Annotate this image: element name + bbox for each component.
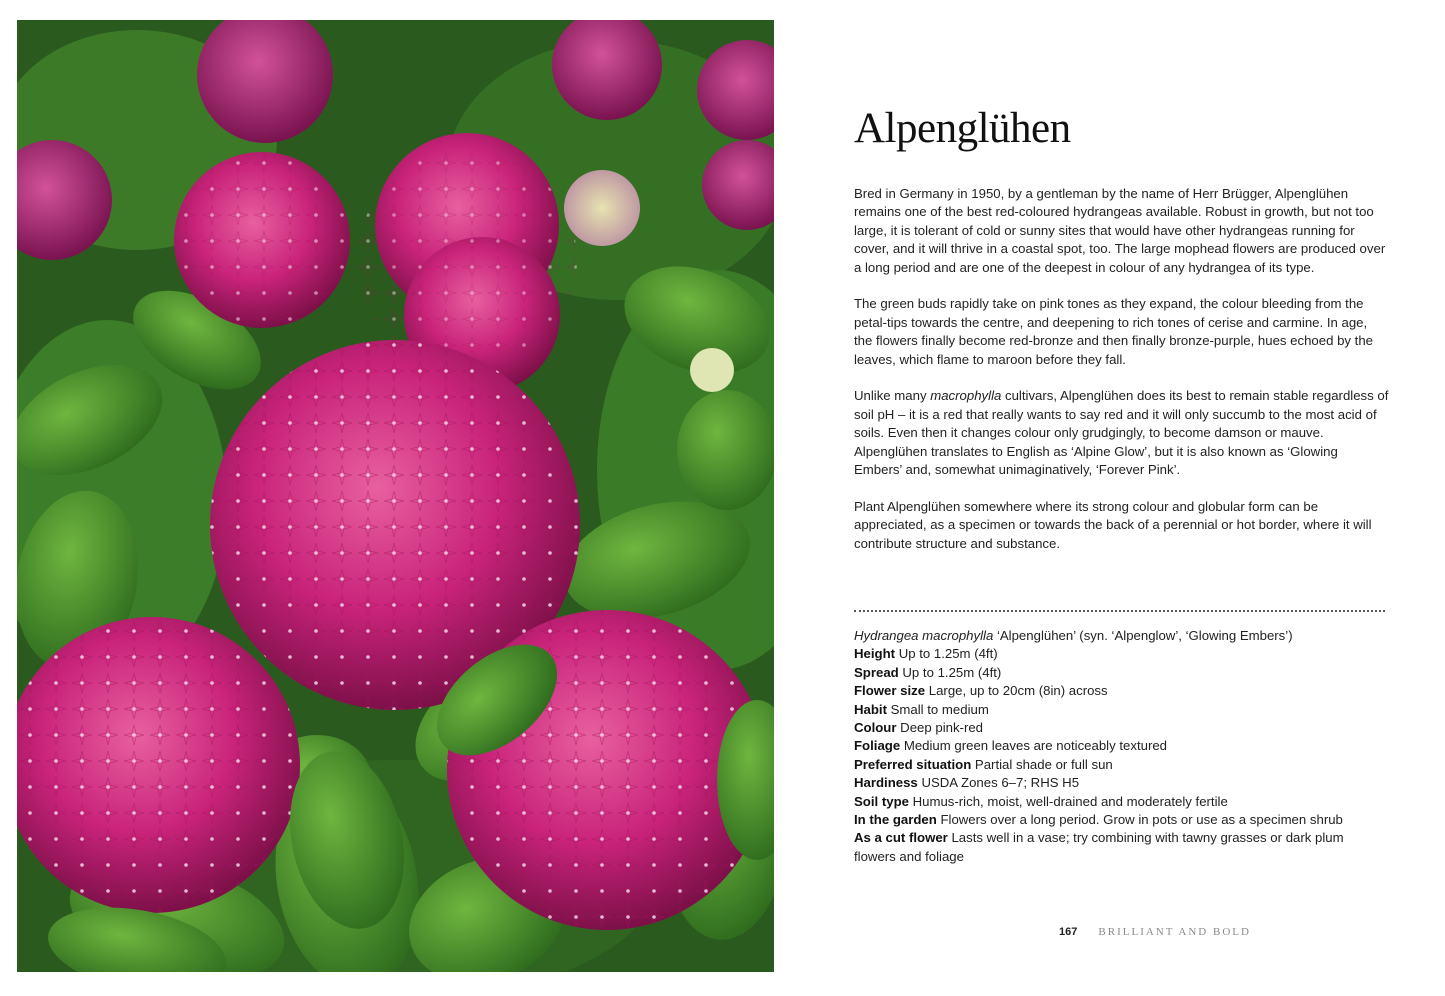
spec-label: Spread: [854, 664, 899, 680]
body-paragraph-1: Bred in Germany in 1950, by a gentleman by the name of Herr Brügger, Alpenglühen remains one of the best red-coloured hydrangeas available. Robust in growth, but not too large, it is tolerant of cold or sunny sites that would have other hydrangeas running for cover, and it will thrive in a coastal spot, too. The large mophead flowers are produced over a long period and are one of the deepest in colour of any hydrangea of its type.: [854, 186, 1386, 275]
dotted-divider: [854, 610, 1385, 612]
page-footer: [1059, 926, 1251, 938]
spec-height: [854, 645, 1389, 663]
botanical-name-cultivar: ‘Alpenglühen’ (syn. ‘Alpenglow’, ‘Glowing Embers’): [993, 628, 1293, 643]
spec-value: Flowers over a long period. Grow in pots or use as a specimen shrub: [936, 812, 1343, 828]
body-paragraph-3: [854, 387, 1389, 479]
spec-label: Preferred situation: [854, 756, 972, 772]
body-text: [854, 185, 1389, 571]
spec-label: Foliage: [854, 738, 901, 754]
botanical-name: [854, 627, 1389, 645]
spec-spread: [854, 664, 1389, 682]
paragraph-3-intro: Unlike many: [854, 388, 931, 404]
plant-specs: [854, 627, 1389, 866]
section-title: BRILLIANT AND BOLD: [1098, 926, 1251, 938]
spec-flower-size: [854, 682, 1389, 700]
page-number: 167: [1059, 926, 1078, 938]
spec-value: USDA Zones 6–7; RHS H5: [917, 775, 1080, 791]
spec-label: Flower size: [854, 683, 926, 699]
hydrangea-photo: [17, 20, 774, 972]
spec-label: Habit: [854, 701, 887, 717]
spec-value: Humus-rich, moist, well-drained and moderately fertile: [908, 793, 1228, 809]
spec-label: As a cut flower: [854, 830, 948, 846]
spec-in-the-garden: [854, 811, 1389, 829]
spec-value: Up to 1.25m (4ft): [895, 646, 998, 662]
body-paragraph-4: Plant Alpenglühen somewhere where its strong colour and globular form can be appreciated, as a specimen or towards the back of a perennial or hot border, where it will contribute structure and substance.: [854, 498, 1372, 551]
paragraph-3-species: macrophylla: [930, 388, 1002, 404]
spec-foliage: [854, 737, 1389, 755]
spec-soil-type: [854, 793, 1389, 811]
spec-value: Partial shade or full sun: [971, 756, 1113, 772]
spec-preferred-situation: [854, 756, 1389, 774]
hydrangea-illustration: [17, 20, 774, 972]
spec-label: Height: [854, 646, 896, 662]
spec-value: Deep pink-red: [896, 720, 983, 736]
spec-colour: [854, 719, 1389, 737]
spec-value: Large, up to 20cm (8in) across: [925, 683, 1108, 699]
spec-value: Small to medium: [886, 701, 989, 717]
spec-cut-flower: [854, 829, 1389, 866]
spec-value: Up to 1.25m (4ft): [898, 664, 1002, 680]
spec-hardiness: [854, 774, 1389, 792]
spec-value: Medium green leaves are noticeably textured: [900, 738, 1167, 754]
spec-value: Lasts well in a vase; try combining with tawny grasses or dark plum flowers and foliage: [854, 830, 1344, 864]
botanical-name-species: Hydrangea macrophylla: [854, 628, 994, 643]
spec-label: Colour: [854, 720, 897, 736]
spec-habit: [854, 701, 1389, 719]
spec-label: In the garden: [854, 812, 937, 828]
paragraph-3-rest: cultivars, Alpenglühen does its best to remain stable regardless of soil pH – it is a red that really wants to say red and it will only succumb to the most acid of soils. Even then it changes colour only grudgingly, to become damson or mauve. Alpenglühen translates to English as ‘Alpine Glow’, but it is also known as ‘Glowing Embers’ and, somewhat unimaginatively, ‘Forever Pink’.: [854, 388, 1389, 478]
body-paragraph-2: The green buds rapidly take on pink tones as they expand, the colour bleeding from the petal-tips towards the centre, and deepening to rich tones of cerise and carmine. In age, the flowers finally become red-bronze and then finally bronze-purple, hues echoed by the leaves, which flame to maroon before they fall.: [854, 296, 1374, 367]
spec-label: Soil type: [854, 793, 909, 809]
spec-label: Hardiness: [854, 775, 918, 791]
page-title: Alpenglühen: [854, 105, 1071, 152]
